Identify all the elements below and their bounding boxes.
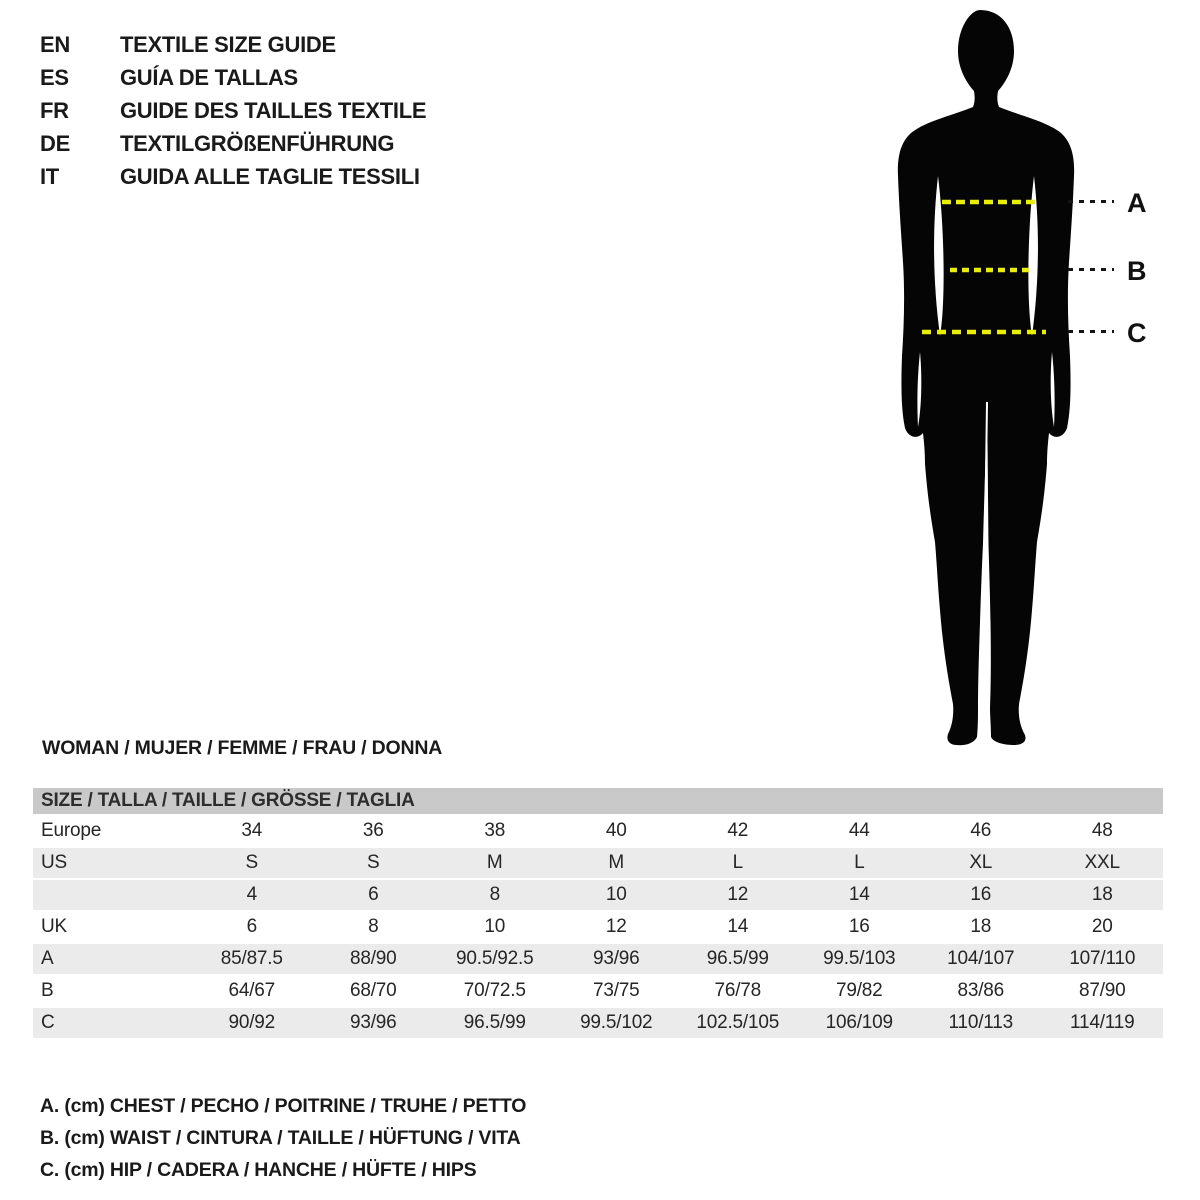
measurement-legend	[40, 1090, 526, 1186]
table-cell: 8	[313, 912, 435, 942]
table-cell: 16	[799, 912, 921, 942]
table-cell: 90.5/92.5	[434, 944, 556, 974]
measure-connector-a	[1068, 200, 1114, 203]
size-table	[33, 786, 1163, 1040]
table-cell: 104/107	[920, 944, 1042, 974]
language-title-block	[40, 28, 426, 193]
table-cell: 90/92	[191, 1008, 313, 1038]
table-row-waist-b	[33, 976, 1163, 1006]
table-cell: 88/90	[313, 944, 435, 974]
legend-waist: B. (cm) WAIST / CINTURA / TAILLE / HÜFTUNG / VITA	[40, 1127, 521, 1149]
table-cell: 4	[191, 880, 313, 910]
table-cell: 10	[556, 880, 678, 910]
row-label: C	[33, 1008, 191, 1038]
table-cell: 87/90	[1042, 976, 1164, 1006]
table-cell: 106/109	[799, 1008, 921, 1038]
table-cell: 99.5/103	[799, 944, 921, 974]
language-label: GUÍA DE TALLAS	[120, 65, 298, 90]
table-row-us	[33, 848, 1163, 878]
language-label: GUIDE DES TAILLES TEXTILE	[120, 98, 427, 123]
table-row-europe	[33, 816, 1163, 846]
language-code: FR	[40, 98, 69, 123]
language-label: TEXTILGRÖßENFÜHRUNG	[120, 131, 395, 156]
table-cell: 16	[920, 880, 1042, 910]
language-row	[40, 28, 426, 61]
language-code: EN	[40, 32, 70, 57]
table-row-chest-a	[33, 944, 1163, 974]
table-cell: 12	[556, 912, 678, 942]
language-label: TEXTILE SIZE GUIDE	[120, 32, 336, 57]
legend-chest: A. (cm) CHEST / PECHO / POITRINE / TRUHE / PETTO	[40, 1095, 527, 1117]
table-cell: 20	[1042, 912, 1164, 942]
language-row	[40, 160, 426, 193]
table-cell: L	[677, 848, 799, 878]
table-cell: 68/70	[313, 976, 435, 1006]
legend-hip: C. (cm) HIP / CADERA / HANCHE / HÜFTE / HIPS	[40, 1159, 477, 1181]
table-cell: 36	[313, 816, 435, 846]
table-cell: 12	[677, 880, 799, 910]
measure-label-c: C	[1127, 318, 1147, 348]
measure-connector-b	[1068, 268, 1114, 271]
table-cell: S	[313, 848, 435, 878]
table-cell: 38	[434, 816, 556, 846]
table-cell: 44	[799, 816, 921, 846]
table-cell: 110/113	[920, 1008, 1042, 1038]
table-cell: 14	[677, 912, 799, 942]
table-cell: 8	[434, 880, 556, 910]
language-code: IT	[40, 164, 59, 189]
table-cell: 96.5/99	[677, 944, 799, 974]
table-cell: XXL	[1042, 848, 1164, 878]
table-header-row	[33, 788, 1163, 814]
language-row	[40, 94, 426, 127]
table-cell: 85/87.5	[191, 944, 313, 974]
table-cell: 46	[920, 816, 1042, 846]
table-cell: S	[191, 848, 313, 878]
language-row	[40, 127, 426, 160]
table-row-us-numeric	[33, 880, 1163, 910]
language-code: ES	[40, 65, 69, 90]
section-title: WOMAN / MUJER / FEMME / FRAU / DONNA	[42, 737, 443, 759]
table-cell: 76/78	[677, 976, 799, 1006]
table-cell: XL	[920, 848, 1042, 878]
table-cell: 6	[313, 880, 435, 910]
table-cell: M	[434, 848, 556, 878]
table-cell: 99.5/102	[556, 1008, 678, 1038]
table-cell: 83/86	[920, 976, 1042, 1006]
table-cell: 107/110	[1042, 944, 1164, 974]
row-label	[33, 880, 191, 910]
measure-label-b: B	[1127, 256, 1147, 286]
row-label: UK	[33, 912, 191, 942]
table-cell: 40	[556, 816, 678, 846]
table-cell: 70/72.5	[434, 976, 556, 1006]
measure-label-a: A	[1127, 188, 1147, 218]
table-row-hip-c	[33, 1008, 1163, 1038]
row-label: A	[33, 944, 191, 974]
language-row	[40, 61, 426, 94]
language-label: GUIDA ALLE TAGLIE TESSILI	[120, 164, 420, 189]
table-cell: 14	[799, 880, 921, 910]
table-header: SIZE / TALLA / TAILLE / GRÖSSE / TAGLIA	[33, 788, 1163, 814]
row-label: Europe	[33, 816, 191, 846]
table-cell: M	[556, 848, 678, 878]
language-code: DE	[40, 131, 70, 156]
table-row-uk	[33, 912, 1163, 942]
row-label: B	[33, 976, 191, 1006]
table-cell: 96.5/99	[434, 1008, 556, 1038]
table-cell: 102.5/105	[677, 1008, 799, 1038]
table-cell: 34	[191, 816, 313, 846]
table-cell: 93/96	[556, 944, 678, 974]
table-cell: 6	[191, 912, 313, 942]
table-cell: L	[799, 848, 921, 878]
table-cell: 42	[677, 816, 799, 846]
table-cell: 114/119	[1042, 1008, 1164, 1038]
table-cell: 79/82	[799, 976, 921, 1006]
table-cell: 10	[434, 912, 556, 942]
table-cell: 18	[920, 912, 1042, 942]
table-cell: 64/67	[191, 976, 313, 1006]
woman-silhouette-icon	[878, 4, 1102, 751]
measure-connector-c	[1068, 330, 1114, 333]
table-cell: 48	[1042, 816, 1164, 846]
table-cell: 93/96	[313, 1008, 435, 1038]
table-cell: 73/75	[556, 976, 678, 1006]
row-label: US	[33, 848, 191, 878]
table-cell: 18	[1042, 880, 1164, 910]
